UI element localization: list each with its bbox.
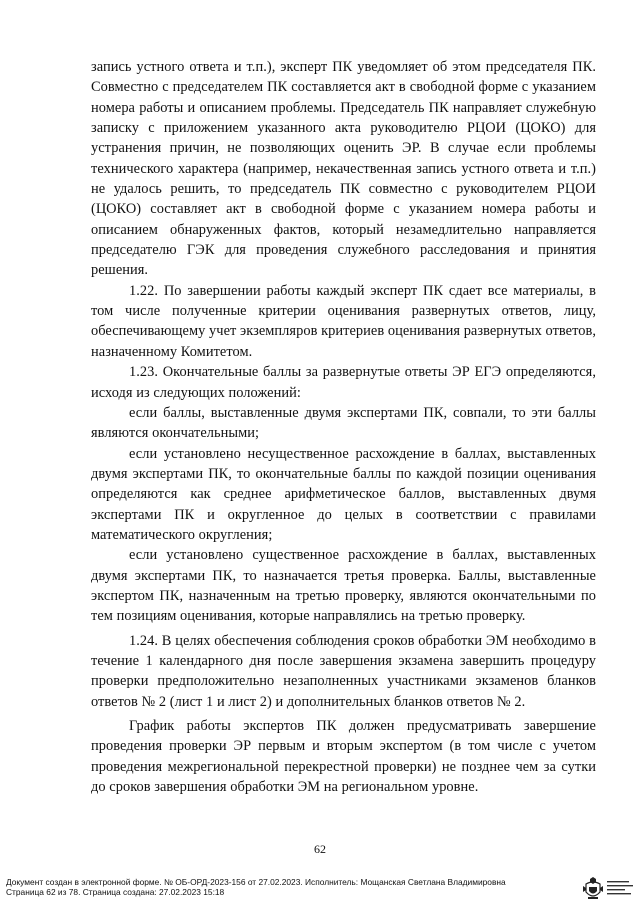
paragraph-schedule: График работы экспертов ПК должен предусматривать завершение проведения проверки ЭР первым и вторым экспертом (в том числе с учетом проведения межрегиональной перекрестной проверки) не позднее чем за сутки до сроков завершения обработки ЭМ на региональном уровне. [91, 718, 596, 796]
paragraph-1-22: 1.22. По завершении работы каждый эксперт ПК сдает все материалы, в том числе полученные критерии оценивания развернутых ответов, лицу, обеспечивающему учет экземпляров критериев оценивания развернутых ответов, назначенному Комитетом. [91, 282, 596, 360]
paragraph-1-23: 1.23. Окончательные баллы за развернутые ответы ЭР ЕГЭ определяются, исходя из следующих положений: [91, 364, 596, 401]
document-body [91, 57, 596, 797]
paragraph-continuation: запись устного ответа и т.п.), эксперт ПК уведомляет об этом председателя ПК. Совместно с председателем ПК составляется акт в свободной форме с указанием номера работы и описанием проблемы. Председатель ПК направляет служебную записку с приложением указанного акта руководителю РЦОИ (ЦОКО) для устранения причин, не позволяющих оценить ЭР. В случае если проблемы технического характера (например, некачественная запись устного ответа и т.п.) не удалось решить, то председатель ПК совместно с руководителем РЦОИ (ЦОКО) составляет акт в свободной форме с указанием номера работы и описанием обнаруженных фактов, который незамедлительно направляется председателю ГЭК для проведения служебного расследования и принятия решения. [91, 59, 596, 279]
government-seal-icon [580, 876, 636, 902]
footer-document-info: Документ создан в электронной форме. № ОБ-ОРД-2023-156 от 27.02.2023. Исполнитель: Мощанская Светлана Владимировна [6, 877, 506, 887]
document-footer [0, 872, 640, 905]
list-item-major-discrepancy: если установлено существенное расхождение в баллах, выставленных двумя экспертами ПК, то назначается третья проверка. Баллы, выставленные экспертом ПК, назначенным на третью проверку, являются окончательными по тем позициям оценивания, которые направлялись на третью проверку. [91, 547, 596, 625]
footer-page-info: Страница 62 из 78. Страница создана: 27.02.2023 15:18 [6, 887, 225, 897]
paragraph-1-24: 1.24. В целях обеспечения соблюдения сроков обработки ЭМ необходимо в течение 1 календарного дня после завершения экзамена завершить процедуру проверки предположительно незаполненных участниками экзаменов бланков ответов № 2 (лист 1 и лист 2) и дополнительных бланков ответов № 2. [91, 632, 596, 710]
list-item-scores-match: если баллы, выставленные двумя экспертами ПК, совпали, то эти баллы являются окончательными; [91, 404, 596, 442]
list-item-minor-discrepancy: если установлено несущественное расхождение в баллах, выставленных двумя экспертами ПК, то окончательные баллы по каждой позиции оценивания определяются как среднее арифметическое баллов, выставленных двумя экспертами ПК и округленное до целых в соответствии с правилами математического округления; [91, 445, 596, 543]
page-number: 62 [314, 842, 326, 856]
